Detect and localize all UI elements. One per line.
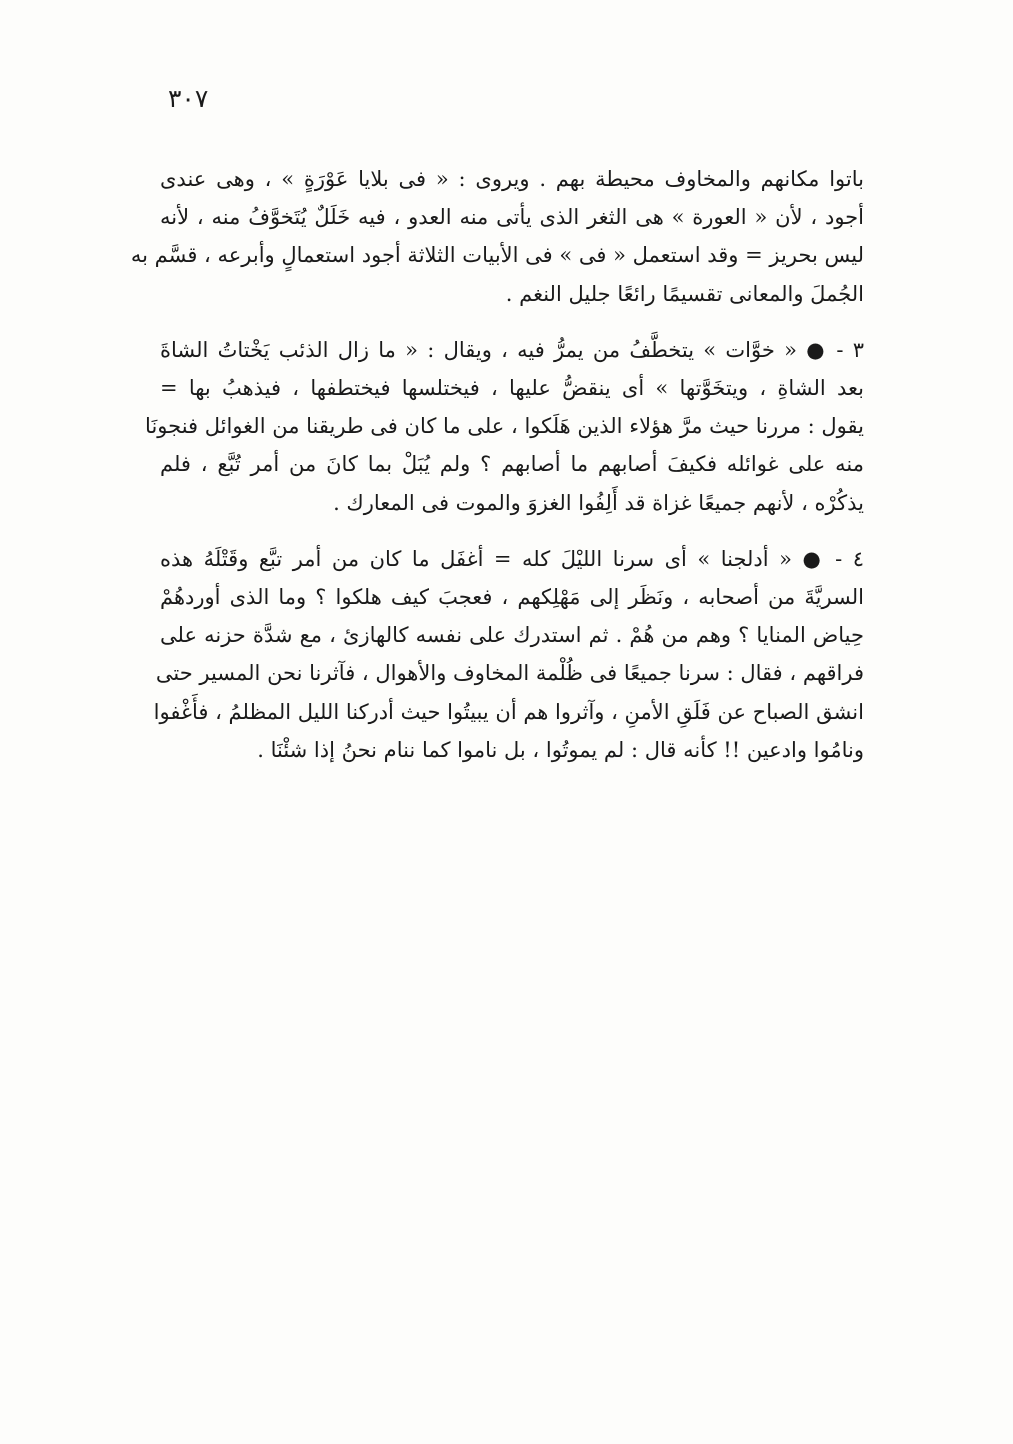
text-line: فراقهم ، فقال : سرنا جميعًا فى ظُلْمة المخاوف والأهوال ، فآثرنا نحن المسير حتى [155,661,864,686]
text-line: ونامُوا وادعين !! كأنه قال : لم يموتُوا ، بل ناموا كما ننام نحنُ إذا شئْنَا . [257,737,864,762]
text-line: ٣ - ● « خوَّات » يتخطَّفُ من يمرُّ فيه ، ويقال : « ما زال الذئب يَخْتاتُ الشاةَ [160,337,864,362]
text-line: يقول : مررنا حيث مرَّ هؤلاء الذين هَلَكوا ، على ما كان فى طريقنا من الغوائل فنجونَا [145,414,864,439]
paragraph-note-3 [145,331,864,522]
text-line: يذكُرْه ، لأنهم جميعًا غزاة قد أَلِفُوا الغزوَ والموت فى المعارك . [333,490,864,515]
text-line: ليس بحريز = وقد استعمل « فى » فى الأبيات الثلاثة أجود استعمالٍ وأبرعه ، قسَّم به [130,243,864,268]
paragraph-commentary-continuation [130,160,864,313]
text-line: باتوا مكانهم والمخاوف محيطة بهم . ويروى : « فى بلايا عَوْرَةٍ » ، وهى عندى [160,167,864,191]
text-line: الجُملَ والمعانى تقسيمًا رائعًا جليل النغم . [505,281,864,306]
page-number: ٣٠٧ [168,84,209,113]
text-line: أجود ، لأن « العورة » هى الثغر الذى يأتى منه العدو ، فيه خَلَلٌ يُتَخوَّفُ منه ، لأنه [160,205,864,230]
text-line: بعد الشاةِ ، ويتخَوَّتها » أى ينقضُّ عليها ، فيختلسها فيختطفها ، فيذهبُ بها = [160,376,864,401]
paragraph-note-4 [153,540,864,769]
text-line: ٤ - ● « أدلجنا » أى سرنا الليْلَ كله = أغفَل ما كان من أمر تبَّع وقَتْلَهُ هذه [160,546,864,571]
text-line: منه على غوائله فكيفَ أصابهم ما أصابهم ؟ ولم يُبَلْ بما كانَ من أمر تُبَّع ، فلم [160,452,864,477]
text-line: السريَّةَ من أصحابه ، ونَظَر إلى مَهْلِكهم ، فعجبَ كيف هلكوا ؟ وما الذى أوردهُمْ [160,585,864,610]
page-body [130,160,864,787]
text-line: انشق الصباح عن فَلَقِ الأمنِ ، وآثروا هم أن يبيتُوا حيث أدركنا الليل المظلمُ ، فأَغْفوا [153,699,864,724]
text-line: حِياض المنايا ؟ وهم من هُمْ . ثم استدرك على نفسه كالهازئ ، مع شدَّة حزنه على [160,623,864,648]
